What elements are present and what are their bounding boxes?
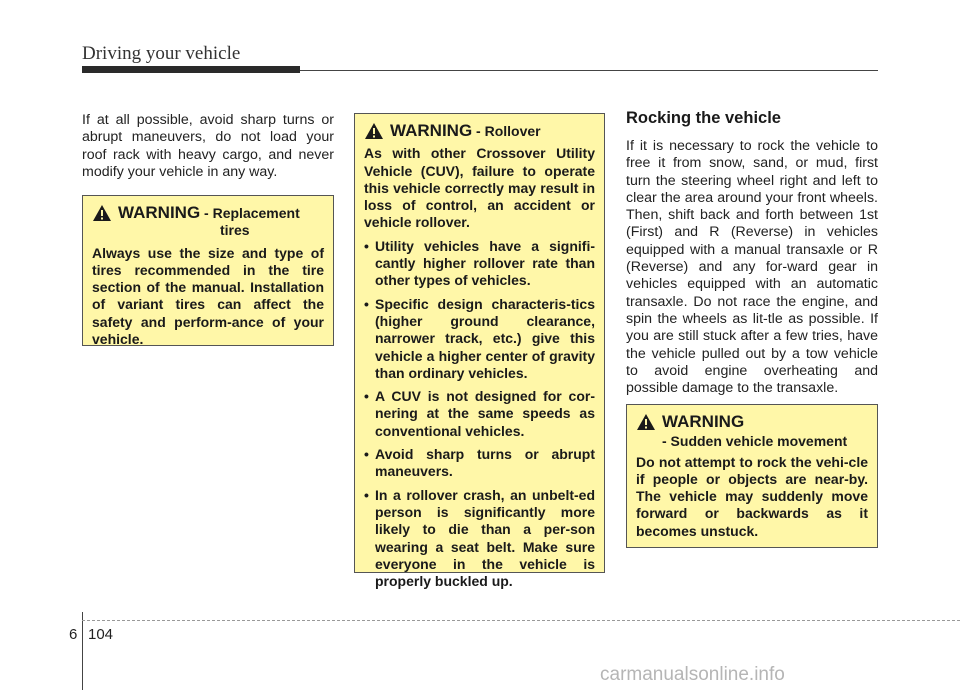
warning-triangle-icon [364,122,384,140]
warning-subtitle: - Rollover [472,123,541,139]
footer-divider-vertical [82,612,83,690]
list-item: • Utility vehicles have a signifi-cantly higher rollover rate than other types of vehicles. [364,237,595,289]
warning-triangle-icon [92,204,112,222]
warning-box-rollover [354,113,605,590]
chapter-number: 6 [69,626,78,643]
bullet-icon: • [364,237,369,254]
page-header-title: Driving your vehicle [82,43,241,64]
rocking-paragraph: If it is necessary to rock the vehicle to free it from snow, sand, or mud, first turn the steering wheel right and left to clear the area around your front wheels. Then, shift back and forth between 1st (First) and R (Reverse) in vehicles equipped with a manual transaxle or R (Reverse) and any for-ward gear in vehicles equipped with an automatic transaxle. Do not race the engine, and spin the wheels as lit-tle as possible. If you are still stuck after a few tries, have the vehicle pulled out by a tow vehicle to avoid engine overheating and possible damage to the transaxle. [626,138,878,397]
warning-box-sudden-movement [626,404,878,548]
header-bar [82,66,300,73]
warning-text: Do not attempt to rock the vehi-cle if people or objects are near-by. The vehicle may suddenly move forward or backwards as it becomes unstuck. [636,453,868,539]
warning-header [636,413,868,451]
warning-bullet-list [364,238,595,591]
warning-label: WARNING [390,121,473,140]
intro-paragraph: If at all possible, avoid sharp turns or abrupt maneuvers, do not load your roof rack with heavy cargo, and never modify your vehicle in any way. [82,112,334,180]
warning-box-replacement-tires [82,195,334,346]
warning-header [92,204,324,240]
bullet-icon: • [364,295,369,312]
bullet-icon: • [364,486,369,503]
warning-text: Always use the size and type of tires recommended in the tire section of the manual. Installation of variant tires can affect the safety and perform-ance of your vehicle. [92,244,324,348]
list-item: • In a rollover crash, an unbelt-ed person is significantly more likely to die than a per-son wearing a seat belt. Make sure everyone in the vehicle is properly buckled up. [364,486,595,590]
list-item: • A CUV is not designed for cor-nering at the same speeds as conventional vehicles. [364,388,595,439]
warning-triangle-icon [636,413,656,431]
list-item: • Avoid sharp turns or abrupt maneuvers. [364,446,595,480]
warning-subtitle: - Sudden vehicle movement [662,433,848,450]
footer-divider-horizontal [82,620,960,621]
warning-label: WARNING [662,412,745,431]
watermark: carmanualsonline.info [600,664,785,685]
header-rule [300,70,878,71]
page-number: 104 [88,626,114,643]
list-item: • Specific design characteris-tics (higher ground clearance, narrower track, etc.) give this vehicle a higher center of gravity than ordinary vehicles. [364,295,595,381]
warning-subtitle: - Replacement [200,205,300,221]
warning-header [364,122,595,140]
warning-subtitle-cont: tires [220,222,250,239]
warning-intro-text: As with other Crossover Utility Vehicle (CUV), failure to operate this vehicle correctly may result in loss of control, an accident or vehicle rollover. [364,145,595,231]
bullet-icon: • [364,446,369,463]
section-heading-rocking: Rocking the vehicle [626,109,781,127]
bullet-icon: • [364,388,369,405]
warning-label: WARNING [118,203,201,222]
